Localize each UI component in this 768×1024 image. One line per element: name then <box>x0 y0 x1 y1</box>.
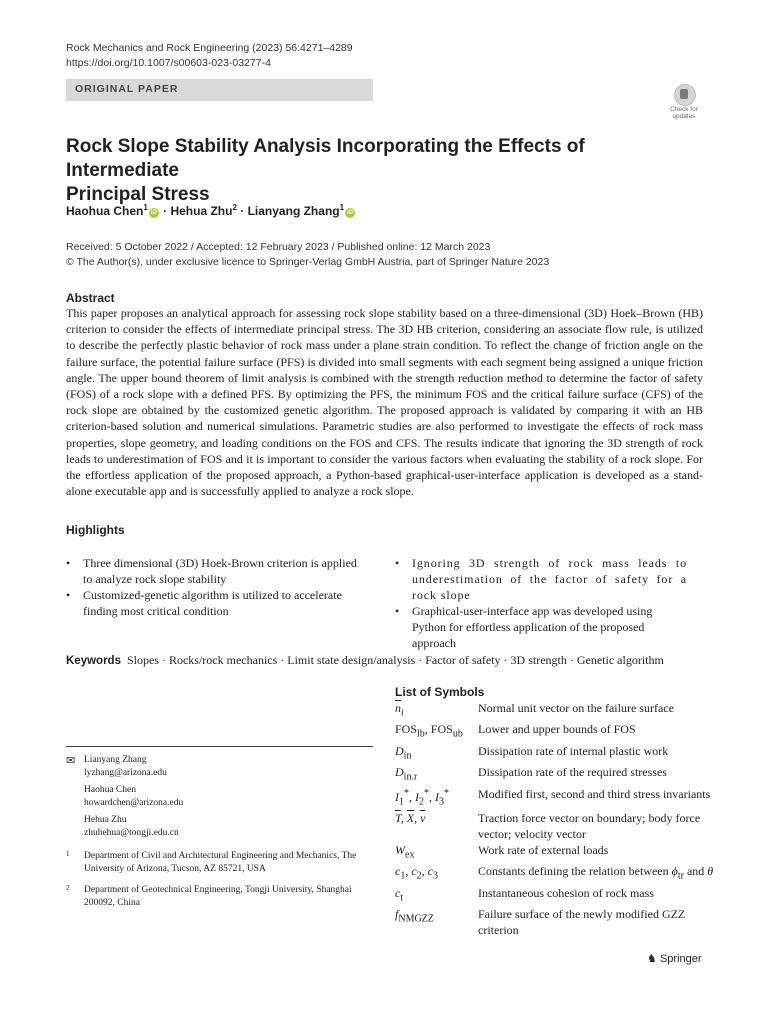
bullet: • <box>395 604 400 618</box>
symbols-table <box>395 700 715 938</box>
author-affiliation-mark: 1 <box>143 203 148 212</box>
history-dates: Received: 5 October 2022 / Accepted: 12 February 2023 / Published online: 12 March 2023 <box>66 241 491 253</box>
doi-link[interactable]: https://doi.org/10.1007/s00603-023-03277-4 <box>66 57 271 69</box>
abstract-heading: Abstract <box>66 291 115 305</box>
author-name[interactable]: Haohua Chen <box>66 204 144 218</box>
journal-citation: Rock Mechanics and Rock Engineering (2023) 56:4271–4289 <box>66 42 353 54</box>
contact-name: Lianyang Zhang <box>84 755 147 765</box>
symbol: $I_1^*$, $I_2^*$, $I_3^*$ <box>395 787 449 807</box>
abstract-text: This paper proposes an analytical approach for assessing rock slope stability based on a three-dimensional (3D) Hoek–Brown (HB) criterion to consider the effects of intermediate principal stress. The 3D HB criterion, considering an associate flow rule, is utilized to describe the perfectly plastic behavior of rock mass under a plane strain condition. To reflect the change of friction angle on the failure surface, the potential failure surface (PFS) is divided into small segments with each segment being assigned a unique friction angle. The upper bound theorem of limit analysis is combined with the strength reduction method to determine the factor of safety (FOS) of a rock slope with a defined PFS. By optimizing the PFS, the minimum FOS and the critical failure surface (CFS) of the rock slope are obtained by the customized genetic algorithm. The proposed approach is validated by comparing it with an HB criterion-based solution and numerical simulations. Parametric studies are also performed to investigate the effects of rock mass properties, slope geometry, and loading conditions on the FOS and CFS. The results indicate that ignoring the 3D strength of rock leads to underestimation of FOS and it is important to consider the various factors when evaluating the stability of a rock slope. For the effortless application of the proposed approach, a Python-based graphical-user-interface application is developed as a stand-alone executable app and is successfully applied to analyze a rock slope. <box>66 306 703 499</box>
highlight-item: • Three dimensional (3D) Hoek-Brown criterion is applied to analyze rock slope stability <box>66 556 357 586</box>
article-title <box>66 135 686 207</box>
publication-history <box>66 240 549 270</box>
footnote-divider <box>66 746 373 747</box>
keywords-text: Slopes · Rocks/rock mechanics · Limit state design/analysis · Factor of safety · 3D strength · Genetic algorithm <box>126 653 664 667</box>
author-contact <box>66 784 373 810</box>
contact-name: Haohua Chen <box>84 785 136 795</box>
symbol-row <box>395 786 715 810</box>
symbol-row <box>395 743 715 764</box>
highlight-item: • Customized-genetic algorithm is utilized to accelerate finding most critical condition <box>66 588 342 618</box>
contact-email[interactable]: lyzhang@arizona.edu <box>84 768 167 778</box>
author-name[interactable]: Lianyang Zhang <box>247 204 340 218</box>
symbol-row <box>395 885 715 906</box>
symbol-description: Normal unit vector on the failure surface <box>478 701 674 715</box>
envelope-icon: ✉ <box>66 755 76 767</box>
symbol: $\overline{T}$, $\overline{X}$, $\overline{v}$ <box>395 810 426 825</box>
affiliation-text: Department of Civil and Architectural Engineering and Mechanics, The University of Arizona, Tucson, AZ 85721, USA <box>84 851 357 874</box>
publisher-name: Springer <box>659 953 702 965</box>
author-affiliation-mark: 1 <box>339 203 345 212</box>
author-separator: · <box>236 204 248 218</box>
symbol: $\overline{n}_i$ <box>395 701 404 719</box>
symbol: $c_1$, $c_2$, $c_3$ <box>395 864 438 882</box>
author-name[interactable]: Hehua Zhu <box>170 204 233 218</box>
symbol-description: Lower and upper bounds of FOS <box>478 722 636 737</box>
bullet: • <box>395 556 401 570</box>
contact-email[interactable]: zhuhehua@tongji.edu.cn <box>84 828 179 838</box>
affiliation-number: 1 <box>66 850 70 858</box>
author-footnotes <box>66 754 373 918</box>
highlights-column-left <box>66 555 358 619</box>
orcid-icon[interactable]: iD <box>150 210 157 216</box>
corresponding-author <box>66 754 373 780</box>
author-separator: · <box>159 204 171 218</box>
keywords <box>66 653 664 668</box>
publisher-logo <box>647 952 702 965</box>
affiliation-number: 2 <box>66 884 70 892</box>
crossmark-inner <box>680 89 688 99</box>
symbol-description: Modified first, second and third stress invariants <box>478 786 711 801</box>
author-list <box>66 203 356 218</box>
symbol-description: Failure surface of the newly modified GZZ criterion <box>478 907 686 938</box>
symbol-row <box>395 700 715 721</box>
check-updates-line1: Check for <box>670 106 698 113</box>
symbol-description: Constants defining the relation between $\phi_{tr}$ and θ <box>478 864 714 882</box>
article-type-label: ORIGINAL PAPER <box>75 83 179 95</box>
symbol: $c_t$ <box>395 885 404 904</box>
symbol-row <box>395 863 715 884</box>
symbol-row <box>395 721 715 742</box>
article-type-badge <box>66 79 373 101</box>
symbol-description: Dissipation rate of internal plastic work <box>478 743 669 758</box>
affiliation-text: Department of Geotechnical Engineering, Tongji University, Shanghai 200092, China <box>84 885 352 908</box>
springer-horse-icon: ♞ <box>647 953 657 965</box>
orcid-icon[interactable]: iD <box>347 210 354 216</box>
symbol-row <box>395 842 715 863</box>
author-affiliation-mark: 2 <box>232 203 237 212</box>
symbols-heading: List of Symbols <box>395 685 485 699</box>
contact-name: Hehua Zhu <box>84 815 127 825</box>
check-updates-line2: updates <box>672 113 696 120</box>
symbol-description: Dissipation rate of the required stresses <box>478 765 667 780</box>
journal-header <box>66 41 353 71</box>
keywords-label: Keywords <box>66 655 121 667</box>
bullet: • <box>66 556 71 570</box>
copyright-notice: © The Author(s), under exclusive licence to Springer-Verlag GmbH Austria, part of Springer Nature 2023 <box>66 256 550 268</box>
symbol: $D_{in.r}$ <box>395 765 418 783</box>
symbol: $f_{NMGZZ}$ <box>395 907 434 925</box>
contact-email[interactable]: howardchen@arizona.edu <box>84 798 184 808</box>
symbol-description: Traction force vector on boundary; body force vector; velocity vector <box>478 810 701 841</box>
affiliation <box>66 850 373 876</box>
highlight-item: • Graphical-user-interface app was developed using Python for effortless application of the proposed approach <box>395 604 653 650</box>
symbol-description: Instantaneous cohesion of rock mass <box>478 885 654 900</box>
symbol: $W_{ex}$ <box>395 842 415 861</box>
check-for-updates-button[interactable] <box>667 84 701 122</box>
title-line-2: Principal Stress <box>66 184 210 205</box>
symbol: $FOS_{lb}$, $FOS_{ub}$ <box>395 722 463 740</box>
affiliation <box>66 884 373 910</box>
highlight-item: • Ignoring 3D strength of rock mass leads to underestimation of the factor of safety for a rock slope <box>395 556 687 602</box>
symbol: $D_{in}$ <box>395 743 412 762</box>
author-contact <box>66 814 373 840</box>
highlights-heading: Highlights <box>66 523 125 537</box>
highlights-column-right <box>395 555 687 651</box>
bullet: • <box>66 588 71 602</box>
symbol-row <box>395 810 715 842</box>
symbol-description: Work rate of external loads <box>478 842 609 857</box>
symbol-row <box>395 906 715 938</box>
title-line-1: Rock Slope Stability Analysis Incorporating the Effects of Intermediate <box>66 136 585 181</box>
symbol-row <box>395 764 715 785</box>
